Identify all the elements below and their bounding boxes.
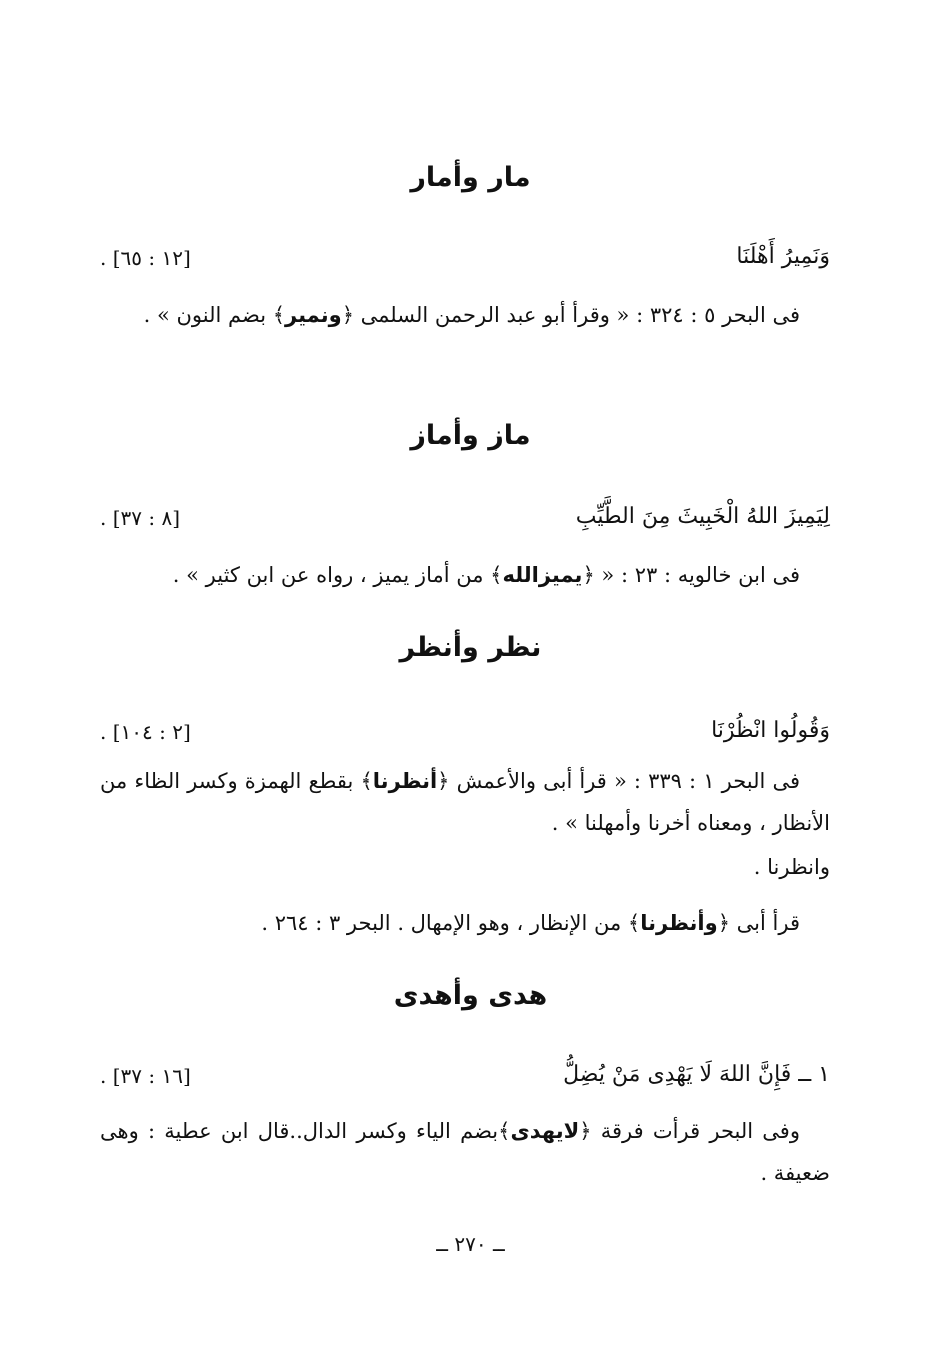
section-heading: مار وأمار (410, 162, 531, 193)
verse-reference: [١٦ : ٣٧] . (100, 1064, 191, 1088)
highlighted-reading: ونمير (285, 303, 342, 327)
quran-verse-row (100, 244, 830, 284)
section-heading: نظر وأنظر (399, 632, 542, 663)
verse-reference: [١٢ : ٦٥] . (100, 246, 191, 270)
quran-verse-row (100, 718, 830, 758)
quran-verse: ١ ــ فَإِنَّ اللهَ لَا يَهْدِى مَنْ يُضِلُّ (563, 1062, 830, 1087)
quran-verse-row (100, 504, 830, 544)
commentary-paragraph (100, 902, 830, 944)
commentary-paragraph (100, 1110, 830, 1194)
commentary-paragraph (100, 554, 830, 596)
text-run: فى ابن خالويه : ٢٣ : « ﴿ (582, 563, 800, 587)
highlighted-reading: أنظرنا (372, 769, 438, 793)
commentary-paragraph (100, 846, 830, 888)
quran-verse: وَنَمِيرُ أَهْلَنَا (736, 244, 830, 269)
text-run: قرأ أبى ﴿ (717, 911, 800, 935)
text-run: فى البحر ٥ : ٣٢٤ : « وقرأ أبو عبد الرحمن السلمى ﴿ (341, 303, 800, 327)
highlighted-reading: يميزالله (502, 563, 583, 587)
text-run: فى البحر ١ : ٣٣٩ : « قرأ أبى والأعمش ﴿ (437, 769, 800, 793)
text-run: ﴾ من أماز يميز ، رواه عن ابن كثير » . (172, 563, 503, 587)
text-run: ﴾ بضم النون » . (143, 303, 286, 327)
text-run: ﴾ بقطع الهمزة وكسر الظاء من الأنظار ، ومعناه أخرنا وأمهلنا » . (100, 769, 830, 835)
text-run: وانظرنا . (753, 855, 830, 879)
page-number: ــ ٢٧٠ ــ (436, 1232, 505, 1256)
quran-verse: لِيَمِيزَ اللهُ الْخَبِيثَ مِنَ الطَّيِّبِ (575, 504, 830, 529)
highlighted-reading: وأنظرنا (640, 911, 718, 935)
commentary-paragraph (100, 760, 830, 844)
quran-verse: وَقُولُوا انْظُرْنَا (711, 718, 830, 743)
quran-verse-row (100, 1062, 830, 1102)
commentary-paragraph (100, 294, 830, 336)
verse-reference: [٨ : ٣٧] . (100, 506, 181, 530)
verse-reference: [٢ : ١٠٤] . (100, 720, 191, 744)
section-heading: ماز وأماز (410, 420, 531, 451)
section-heading: هدى وأهدى (393, 980, 548, 1011)
text-run: وفى البحر قرأت فرقة ﴿ (579, 1119, 800, 1143)
highlighted-reading: لايهدى (510, 1119, 580, 1143)
text-run: ﴾ من الإنظار ، وهو الإمهال . البحر ٣ : ٢٦٤ . (261, 911, 641, 935)
text-run: ﴾بضم الياء وكسر الدال..قال ابن عطية : وهى ضعيفة . (100, 1119, 830, 1185)
